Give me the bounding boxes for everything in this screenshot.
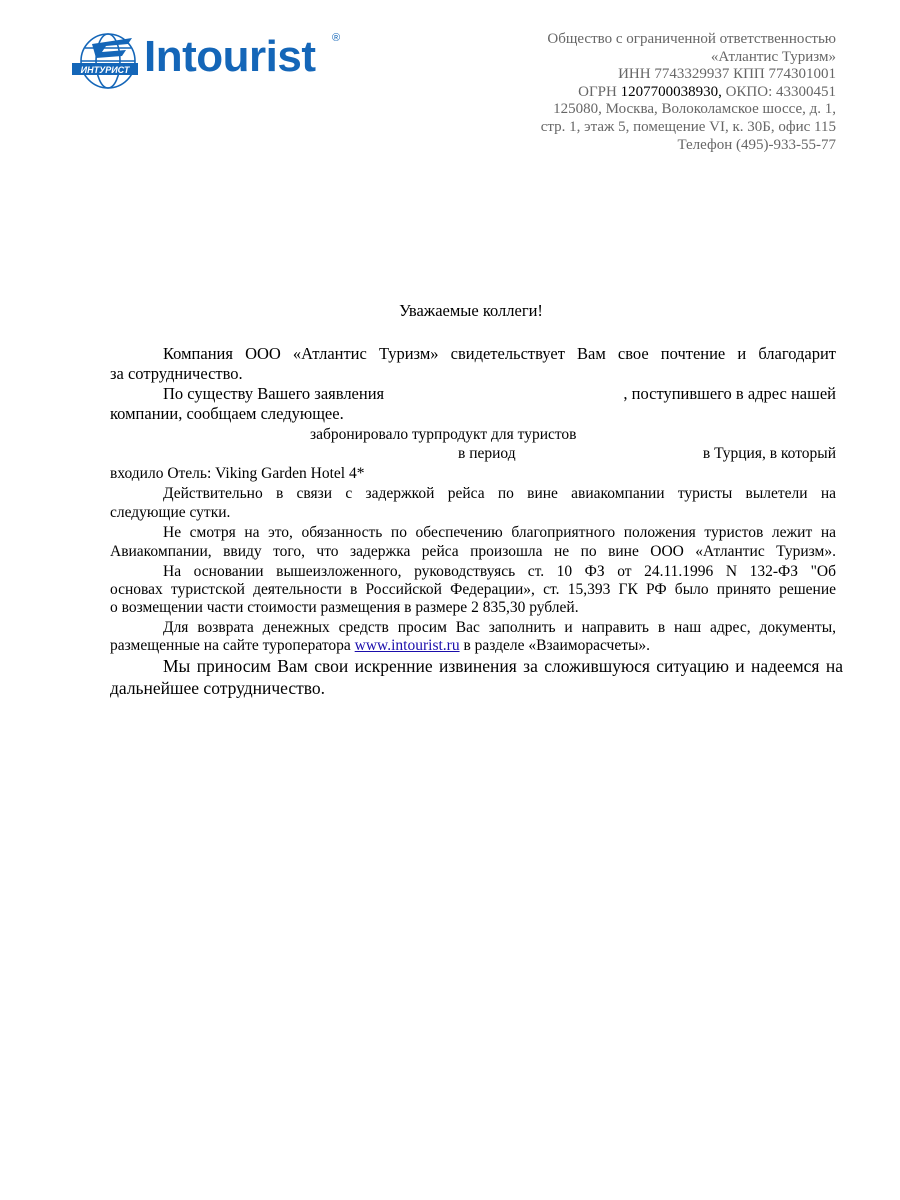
paragraph-line: По существу Вашего заявления: [163, 384, 385, 403]
paragraph-line: о возмещении части стоимости размещения в размере 2 835,30 рублей.: [110, 599, 579, 616]
paragraph-line: Действительно в связи с задержкой рейса по вине авиакомпании туристы вылетели на: [163, 485, 836, 502]
text: в разделе «Взаиморасчеты».: [459, 637, 651, 654]
company-name: «Атлантис Туризм»: [710, 48, 836, 65]
address-line-2: стр. 1, этаж 5, помещение VI, к. 30Б, офис 115: [540, 118, 836, 135]
paragraph-line: забронировало турпродукт для туристов: [310, 426, 577, 443]
logo-sub-text: ИНТУРИСТ: [80, 65, 130, 75]
company-details: [541, 31, 836, 154]
paragraph-line: в период: [458, 445, 516, 462]
paragraph-line: [110, 636, 650, 655]
company-type: Общество с ограниченной ответственностью: [547, 31, 836, 47]
paragraph-line: Для возврата денежных средств просим Вас заполнить и направить в наш адрес, документы,: [163, 619, 836, 636]
globe-icon: [70, 30, 142, 92]
paragraph-line: основах туристской деятельности в Российской Федерации», ст. 15,393 ГК РФ было принято решение: [110, 581, 836, 598]
paragraph-line: , поступившего в адрес нашей: [623, 384, 836, 403]
registered-mark: ®: [332, 32, 341, 44]
logo-brand-text: Intourist: [144, 32, 316, 81]
ogrn-okpo: [541, 84, 836, 102]
phone: Телефон (495)-933-55-77: [677, 136, 836, 153]
paragraph-line: На основании вышеизложенного, руководствуясь ст. 10 ФЗ от 24.11.1996 N 132-ФЗ "Об: [163, 563, 836, 580]
ogrn-label: ОГРН: [578, 83, 621, 100]
address-line-1: 125080, Москва, Волоколамское шоссе, д. 1,: [553, 101, 836, 118]
okpo: ОКПО: 43300451: [721, 83, 836, 100]
text: размещенные на сайте туроператора: [110, 637, 355, 654]
paragraph-line: в Турция, в который: [702, 445, 836, 462]
paragraph-line: Компания ООО «Атлантис Туризм» свидетельствует Вам свое почтение и благодарит: [163, 344, 836, 363]
inn-kpp: ИНН 7743329937 КПП 774301001: [618, 66, 836, 83]
paragraph-line: за сотрудничество.: [110, 364, 243, 383]
paragraph-line: компании, сообщаем следующее.: [110, 404, 344, 423]
salutation: Уважаемые коллеги!: [399, 301, 543, 320]
paragraph-line: Мы приносим Вам свои искренние извинения за сложившуюся ситуацию и надеемся на: [163, 656, 843, 676]
ogrn-value: 1207700038930,: [620, 83, 722, 100]
paragraph-line: следующие сутки.: [110, 504, 231, 521]
paragraph-line: входило Отель: Viking Garden Hotel 4*: [110, 465, 365, 482]
paragraph-line: Не смотря на это, обязанность по обеспечению благоприятного положения туристов лежит на: [163, 524, 836, 541]
intourist-link[interactable]: www.intourist.ru: [354, 637, 460, 654]
paragraph-line: дальнейшее сотрудничество.: [110, 678, 326, 698]
paragraph-line: Авиакомпании, ввиду того, что задержка рейса произошла не по вине ООО «Атлантис Туризм».: [110, 543, 836, 560]
intourist-logo: [70, 30, 350, 92]
